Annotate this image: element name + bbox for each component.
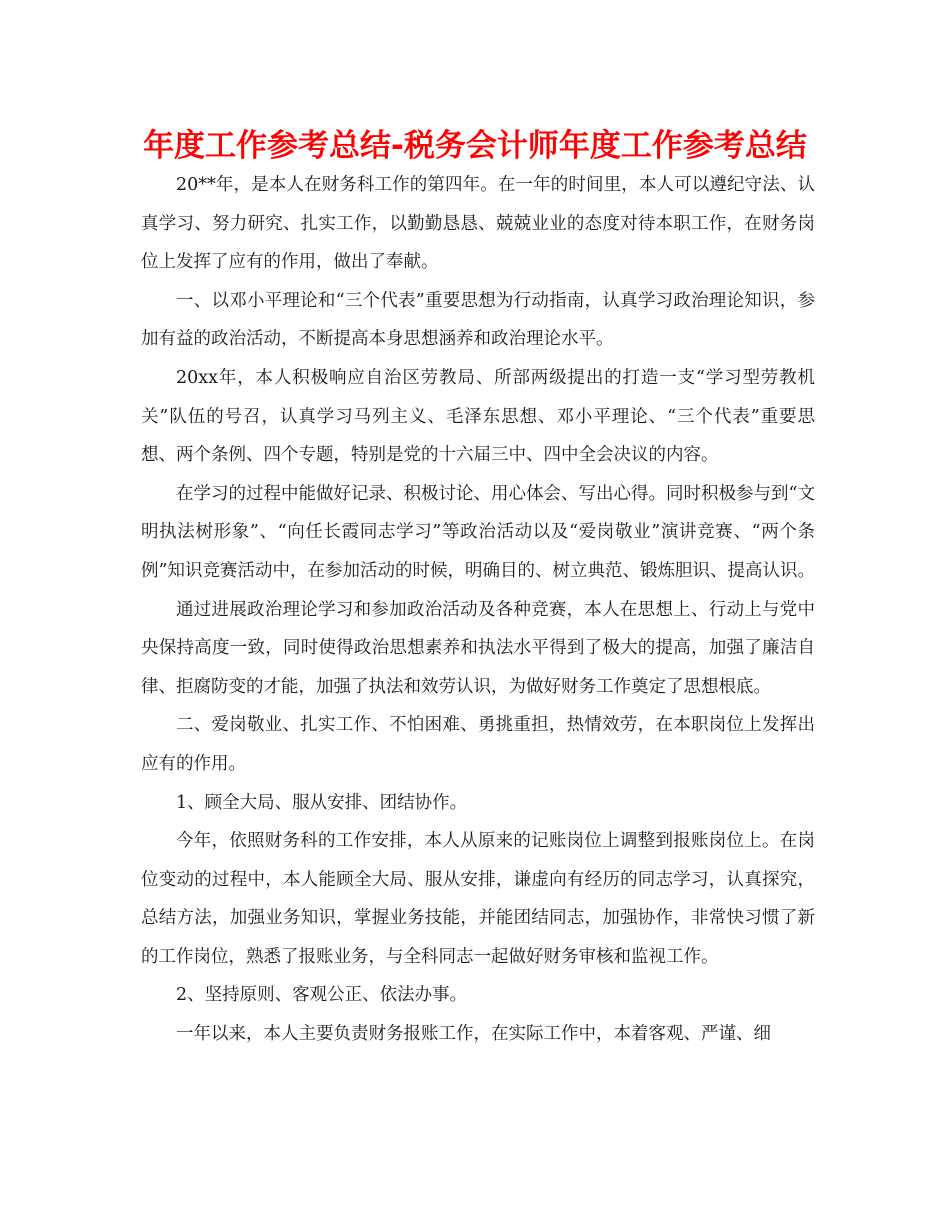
document-body	[141, 166, 815, 1054]
paragraph: 在学习的过程中能做好记录、积极讨论、用心体会、写出心得。同时积极参与到“文明执法树形象”、“向任长霞同志学习”等政治活动以及“爱岗敬业”演讲竞赛、“两个条例”知识竞赛活动中，在参加活动的时候，明确目的、树立典范、锻炼胆识、提高认识。	[141, 483, 815, 581]
paragraph: 一年以来，本人主要负责财务报账工作，在实际工作中，本着客观、严谨、细	[176, 1024, 771, 1045]
section-heading: 一、以邓小平理论和“三个代表”重要思想为行动指南，认真学习政治理论知识，参加有益的政治活动，不断提高本身思想涵养和政治理论水平。	[141, 290, 815, 350]
paragraph: 通过进展政治理论学习和参加政治活动及各种竞赛，本人在思想上、行动上与党中央保持高度一致，同时使得政治思想素养和执法水平得到了极大的提高，加强了廉洁自律、拒腐防变的才能，加强了执法和效劳认识，为做好财务工作奠定了思想根底。	[141, 599, 815, 697]
subsection-heading: 1、顾全大局、服从安排、团结协作。	[176, 792, 468, 813]
paragraph: 20**年，是本人在财务科工作的第四年。在一年的时间里，本人可以遵纪守法、认真学习、努力研究、扎实工作，以勤勤恳恳、兢兢业业的态度对待本职工作，在财务岗位上发挥了应有的作用，做出了奉献。	[141, 175, 815, 273]
paragraph: 20xx年，本人积极响应自治区劳教局、所部两级提出的打造一支“学习型劳教机关”队伍的号召，认真学习马列主义、毛泽东思想、邓小平理论、“三个代表”重要思想、两个条例、四个专题，特别是党的十六届三中、四中全会决议的内容。	[141, 367, 815, 466]
subsection-heading: 2、坚持原则、客观公正、依法办事。	[176, 985, 468, 1006]
section-heading: 二、爱岗敬业、扎实工作、不怕困难、勇挑重担，热情效劳，在本职岗位上发挥出应有的作用。	[141, 715, 815, 774]
document-title: 年度工作参考总结-税务会计师年度工作参考总结	[143, 128, 807, 164]
paragraph: 今年，依照财务科的工作安排，本人从原来的记账岗位上调整到报账岗位上。在岗位变动的过程中，本人能顾全大局、服从安排，谦虚向有经历的同志学习，认真探究，总结方法，加强业务知识，掌握业务技能，并能团结同志，加强协作，非常快习惯了新的工作岗位，熟悉了报账业务，与全科同志一起做好财务审核和监视工作。	[141, 831, 815, 967]
